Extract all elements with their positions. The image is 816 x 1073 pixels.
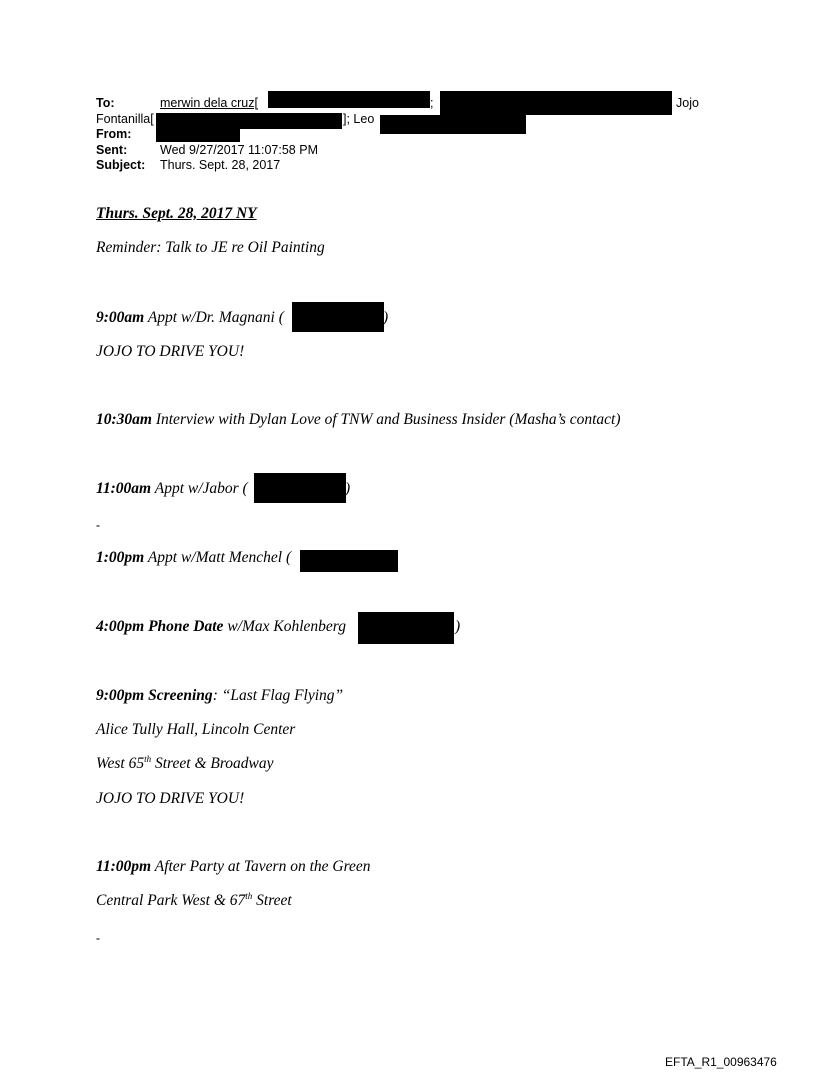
event-11pm-address: Central Park West & 67th Street	[96, 890, 292, 909]
to-separator: ;	[430, 96, 434, 110]
document-id: EFTA_R1_00963476	[665, 1055, 777, 1069]
schedule-heading: Thurs. Sept. 28, 2017 NY	[96, 205, 257, 222]
event-1030am	[96, 411, 621, 429]
to-recipient-jojo: Jojo	[676, 96, 699, 110]
event-text: w/Max Kohlenberg	[223, 618, 346, 635]
to-label: To:	[96, 96, 115, 110]
separator-dash: -	[96, 931, 100, 945]
event-time: 11:00am	[96, 480, 152, 497]
from-label: From:	[96, 127, 132, 141]
to-recipient-fontanilla: Fontanilla[	[96, 112, 154, 126]
sent-value: Wed 9/27/2017 11:07:58 PM	[160, 143, 318, 157]
event-11pm	[96, 858, 371, 876]
redaction-block	[440, 91, 672, 115]
event-text: Appt w/Jabor (	[151, 480, 248, 497]
event-9pm-venue: Alice Tully Hall, Lincoln Center	[96, 721, 296, 738]
subject-label: Subject:	[96, 158, 146, 172]
redaction-block	[380, 115, 526, 134]
event-11am	[96, 480, 248, 498]
event-text: : “Last Flag Flying”	[212, 687, 344, 704]
event-time: 1:00pm	[96, 549, 145, 566]
event-time: 9:00am	[96, 309, 145, 326]
event-close-paren: )	[383, 309, 389, 326]
event-close-paren: )	[345, 480, 351, 497]
sent-label: Sent:	[96, 143, 128, 157]
redaction-block	[300, 550, 398, 572]
redaction-block	[156, 125, 240, 142]
event-9pm-address: West 65th Street & Broadway	[96, 753, 274, 772]
event-9pm-note: JOJO TO DRIVE YOU!	[96, 790, 245, 807]
separator-dash: -	[96, 518, 100, 532]
event-text: Interview with Dylan Love of TNW and Business Insider (Masha’s contact)	[151, 411, 621, 428]
event-text: Appt w/Dr. Magnani (	[144, 309, 284, 326]
event-text: After Party at Tavern on the Green	[151, 858, 371, 875]
event-9pm	[96, 687, 343, 705]
event-time: 9:00pm Screening	[96, 687, 213, 704]
redaction-block	[268, 91, 430, 108]
to-recipient-1: merwin dela cruz[	[160, 96, 258, 110]
event-time: 10:30am	[96, 411, 152, 428]
reminder-line: Reminder: Talk to JE re Oil Painting	[96, 239, 325, 256]
redaction-block	[254, 473, 346, 503]
event-9am	[96, 309, 284, 327]
event-time: 4:00pm Phone Date	[96, 618, 224, 635]
event-4pm	[96, 618, 346, 636]
event-1pm	[96, 549, 291, 567]
to-recipient-leo: ]; Leo	[343, 112, 375, 126]
event-time: 11:00pm	[96, 858, 152, 875]
redaction-block	[358, 612, 454, 644]
event-close-paren: )	[455, 618, 461, 635]
event-9am-note: JOJO TO DRIVE YOU!	[96, 343, 245, 360]
redaction-block	[292, 302, 384, 332]
event-text: Appt w/Matt Menchel (	[144, 549, 292, 566]
subject-value: Thurs. Sept. 28, 2017	[160, 158, 281, 172]
